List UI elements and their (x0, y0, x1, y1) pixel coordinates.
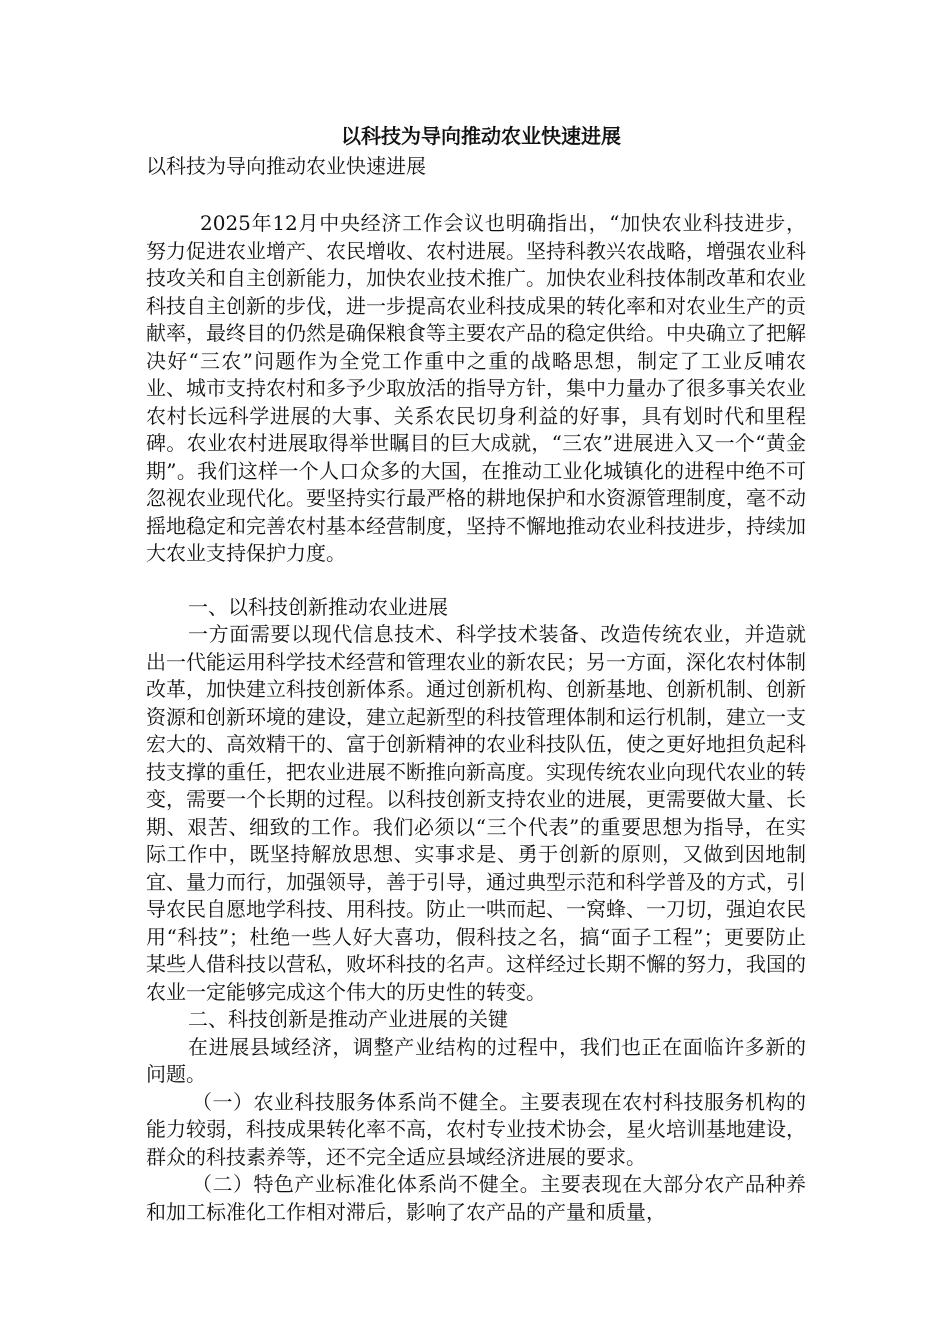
section-2-heading: 二、科技创新是推动产业进展的关键 (188, 1007, 508, 1031)
intro-paragraph: 2025年12月中央经济工作会议也明确指出，“加快农业科技进步，努力促进农业增产、农民增收、农村进展。坚持科教兴农战略，增强农业科技攻关和自主创新能力，加快农业技术推广。加快农业科技体制改革和农业科技自主创新的步伐，进一步提高农业科技成果的转化率和对农业生产的贡献率，最终目的仍然是确保粮食等主要农产品的稳定供给。中央确立了把解决好“三农”问题作为全党工作重中之重的战略思想，制定了工业反哺农业、城市支持农村和多予少取放活的指导方针，集中力量办了很多事关农业农村长远科学进展的大事、关系农民切身利益的好事，具有划时代和里程碑。农业农村进展取得举世瞩目的巨大成就，“三农”进展进入又一个“黄金期”。我们这样一个人口众多的大国，在推动工业化城镇化的进程中绝不可忽视农业现代化。要坚持实行最严格的耕地保护和水资源管理制度，毫不动摇地稳定和完善农村基本经营制度，坚持不懈地推动农业科技进步，持续加大农业支持保护力度。 (146, 211, 806, 565)
section-1-paragraph: 一方面需要以现代信息技术、科学技术装备、改造传统农业，并造就出一代能运用科学技术经营和管理农业的新农民；另一方面，深化农村体制改革，加快建立科技创新体系。通过创新机构、创新基地、创新机制、创新资源和创新环境的建设，建立起新型的科技管理体制和运行机制，建立一支宏大的、高效精干的、富于创新精神的农业科技队伍，使之更好地担负起科技支撑的重任，把农业进展不断推向新高度。实现传统农业向现代农业的转变，需要一个长期的过程。以科技创新支持农业的进展，更需要做大量、长期、艰苦、细致的工作。我们必须以“三个代表”的重要思想为指导，在实际工作中，既坚持解放思想、实事求是、勇于创新的原则，又做到因地制宜、量力而行，加强领导，善于引导，通过典型示范和科学普及的方式，引导农民自愿地学科技、用科技。防止一哄而起、一窝蜂、一刀切，强迫农民用“科技”；杜绝一些人好大喜功，假科技之名，搞“面子工程”；更要防止某些人借科技以营私，败坏科技的名声。这样经过长期不懈的努力，我国的农业一定能够完成这个伟大的历史性的转变。 (146, 622, 806, 1004)
document-title: 以科技为导向推动农业快速进展 (341, 124, 621, 148)
section-1-heading: 一、以科技创新推动农业进展 (188, 594, 448, 619)
paragraph-spacer (146, 568, 806, 594)
list-item-1: （一）农业科技服务体系尚不健全。主要表现在农村科技服务机构的能力较弱，科技成果转化率不高，农村专业技术协会，星火培训基地建设，群众的科技素养等，还不完全适应县域经济进展的要求。 (146, 1089, 806, 1169)
section-2-paragraph: 在进展县域经济，调整产业结构的过程中，我们也正在面临许多新的问题。 (146, 1034, 806, 1086)
document-subtitle: 以科技为导向推动农业快速进展 (146, 154, 426, 178)
document-body (146, 120, 806, 1226)
list-item-2: （二）特色产业标准化体系尚不健全。主要表现在大部分农产品种养和加工标准化工作相对滞后，影响了农产品的产量和质量， (146, 1172, 806, 1224)
